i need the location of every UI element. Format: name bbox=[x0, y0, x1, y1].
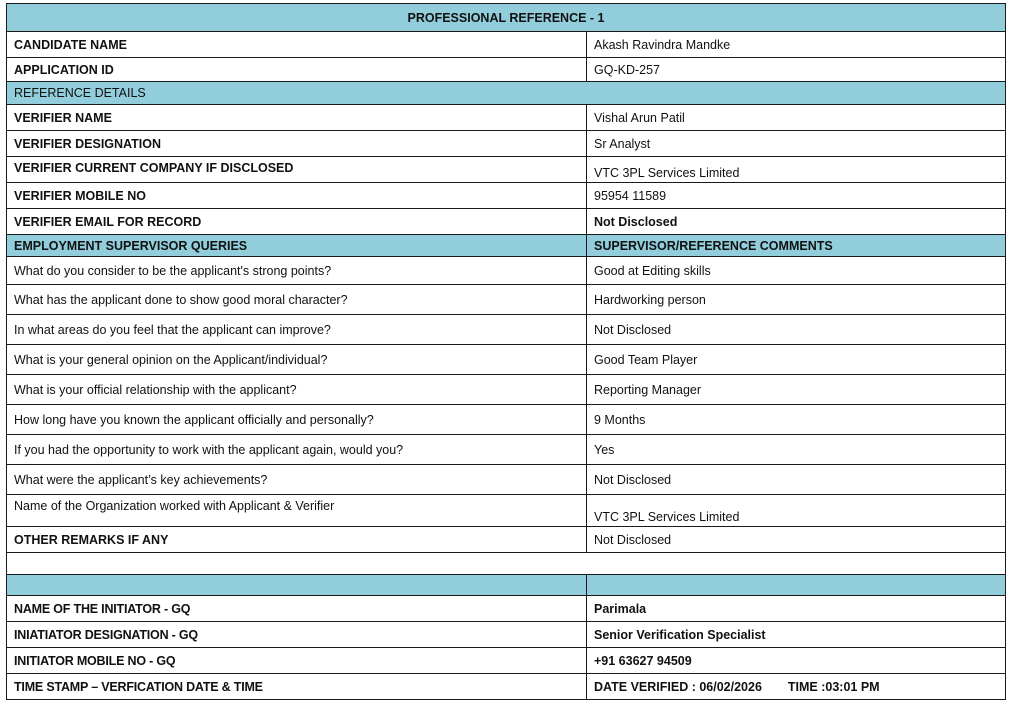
query-question: What were the applicant’s key achievements? bbox=[7, 465, 587, 495]
initiator-designation-value: Senior Verification Specialist bbox=[587, 622, 1006, 648]
initiator-header bbox=[7, 575, 1006, 596]
candidate-name-row bbox=[7, 32, 1006, 58]
candidate-name-value: Akash Ravindra Mandke bbox=[587, 32, 1006, 58]
query-answer: Good Team Player bbox=[587, 345, 1006, 375]
application-id-row bbox=[7, 58, 1006, 82]
query-answer: 9 Months bbox=[587, 405, 1006, 435]
reference-details-label: REFERENCE DETAILS bbox=[7, 82, 1006, 105]
supervisor-queries-header bbox=[7, 235, 1006, 257]
query-question: What do you consider to be the applicant's strong points? bbox=[7, 257, 587, 285]
initiator-header-left bbox=[7, 575, 587, 596]
query-question: What has the applicant done to show good moral character? bbox=[7, 285, 587, 315]
initiator-mobile-value: +91 63627 94509 bbox=[587, 648, 1006, 674]
initiator-designation-row bbox=[7, 622, 1006, 648]
verifier-designation-row bbox=[7, 131, 1006, 157]
other-remarks-value: Not Disclosed bbox=[587, 527, 1006, 553]
query-row bbox=[7, 495, 1006, 527]
query-answer: Hardworking person bbox=[587, 285, 1006, 315]
verifier-mobile-label: VERIFIER MOBILE NO bbox=[7, 183, 587, 209]
initiator-name-row bbox=[7, 596, 1006, 622]
date-verified: DATE VERIFIED : 06/02/2026 bbox=[594, 679, 762, 694]
application-id-value: GQ-KD-257 bbox=[587, 58, 1006, 82]
other-remarks-row bbox=[7, 527, 1006, 553]
spacer-row bbox=[7, 553, 1006, 575]
reference-details-header bbox=[7, 82, 1006, 105]
query-answer: Reporting Manager bbox=[587, 375, 1006, 405]
query-row bbox=[7, 285, 1006, 315]
other-remarks-label: OTHER REMARKS IF ANY bbox=[7, 527, 587, 553]
query-answer: Good at Editing skills bbox=[587, 257, 1006, 285]
professional-reference-table bbox=[6, 3, 1006, 700]
application-id-label: APPLICATION ID bbox=[7, 58, 587, 82]
verifier-designation-value: Sr Analyst bbox=[587, 131, 1006, 157]
query-row bbox=[7, 375, 1006, 405]
verifier-company-row bbox=[7, 157, 1006, 183]
verifier-designation-label: VERIFIER DESIGNATION bbox=[7, 131, 587, 157]
verifier-company-label: VERIFIER CURRENT COMPANY IF DISCLOSED bbox=[7, 157, 587, 183]
verifier-mobile-row bbox=[7, 183, 1006, 209]
verifier-company-value: VTC 3PL Services Limited bbox=[587, 157, 1006, 183]
verifier-name-value: Vishal Arun Patil bbox=[587, 105, 1006, 131]
initiator-mobile-label: INITIATOR MOBILE NO - GQ bbox=[7, 648, 587, 674]
query-answer: Not Disclosed bbox=[587, 465, 1006, 495]
query-question: Name of the Organization worked with Applicant & Verifier bbox=[7, 495, 587, 527]
verifier-name-label: VERIFIER NAME bbox=[7, 105, 587, 131]
query-question: In what areas do you feel that the applicant can improve? bbox=[7, 315, 587, 345]
candidate-name-label: CANDIDATE NAME bbox=[7, 32, 587, 58]
query-question: What is your general opinion on the Applicant/individual? bbox=[7, 345, 587, 375]
query-answer: VTC 3PL Services Limited bbox=[587, 495, 1006, 527]
query-row bbox=[7, 257, 1006, 285]
query-row bbox=[7, 405, 1006, 435]
time-verified: TIME :03:01 PM bbox=[787, 679, 880, 694]
title-row bbox=[7, 4, 1006, 32]
supervisor-comments-label: SUPERVISOR/REFERENCE COMMENTS bbox=[587, 235, 1006, 257]
query-answer: Not Disclosed bbox=[587, 315, 1006, 345]
timestamp-row bbox=[7, 674, 1006, 700]
initiator-header-right bbox=[587, 575, 1006, 596]
verifier-email-label: VERIFIER EMAIL FOR RECORD bbox=[7, 209, 587, 235]
query-row bbox=[7, 465, 1006, 495]
page-title: PROFESSIONAL REFERENCE - 1 bbox=[7, 4, 1006, 32]
query-question: If you had the opportunity to work with the applicant again, would you? bbox=[7, 435, 587, 465]
verifier-name-row bbox=[7, 105, 1006, 131]
query-answer: Yes bbox=[587, 435, 1006, 465]
verifier-email-value: Not Disclosed bbox=[587, 209, 1006, 235]
spacer-cell bbox=[7, 553, 1006, 575]
query-row bbox=[7, 345, 1006, 375]
query-question: How long have you known the applicant officially and personally? bbox=[7, 405, 587, 435]
timestamp-label: TIME STAMP – VERFICATION DATE & TIME bbox=[7, 674, 587, 700]
verifier-mobile-value: 95954 11589 bbox=[587, 183, 1006, 209]
initiator-mobile-row bbox=[7, 648, 1006, 674]
initiator-name-value: Parimala bbox=[587, 596, 1006, 622]
supervisor-queries-label: EMPLOYMENT SUPERVISOR QUERIES bbox=[7, 235, 587, 257]
query-question: What is your official relationship with the applicant? bbox=[7, 375, 587, 405]
initiator-designation-label: INIATIATOR DESIGNATION - GQ bbox=[7, 622, 587, 648]
initiator-name-label: NAME OF THE INITIATOR - GQ bbox=[7, 596, 587, 622]
timestamp-value bbox=[587, 674, 1006, 700]
verifier-email-row bbox=[7, 209, 1006, 235]
query-row bbox=[7, 435, 1006, 465]
query-row bbox=[7, 315, 1006, 345]
